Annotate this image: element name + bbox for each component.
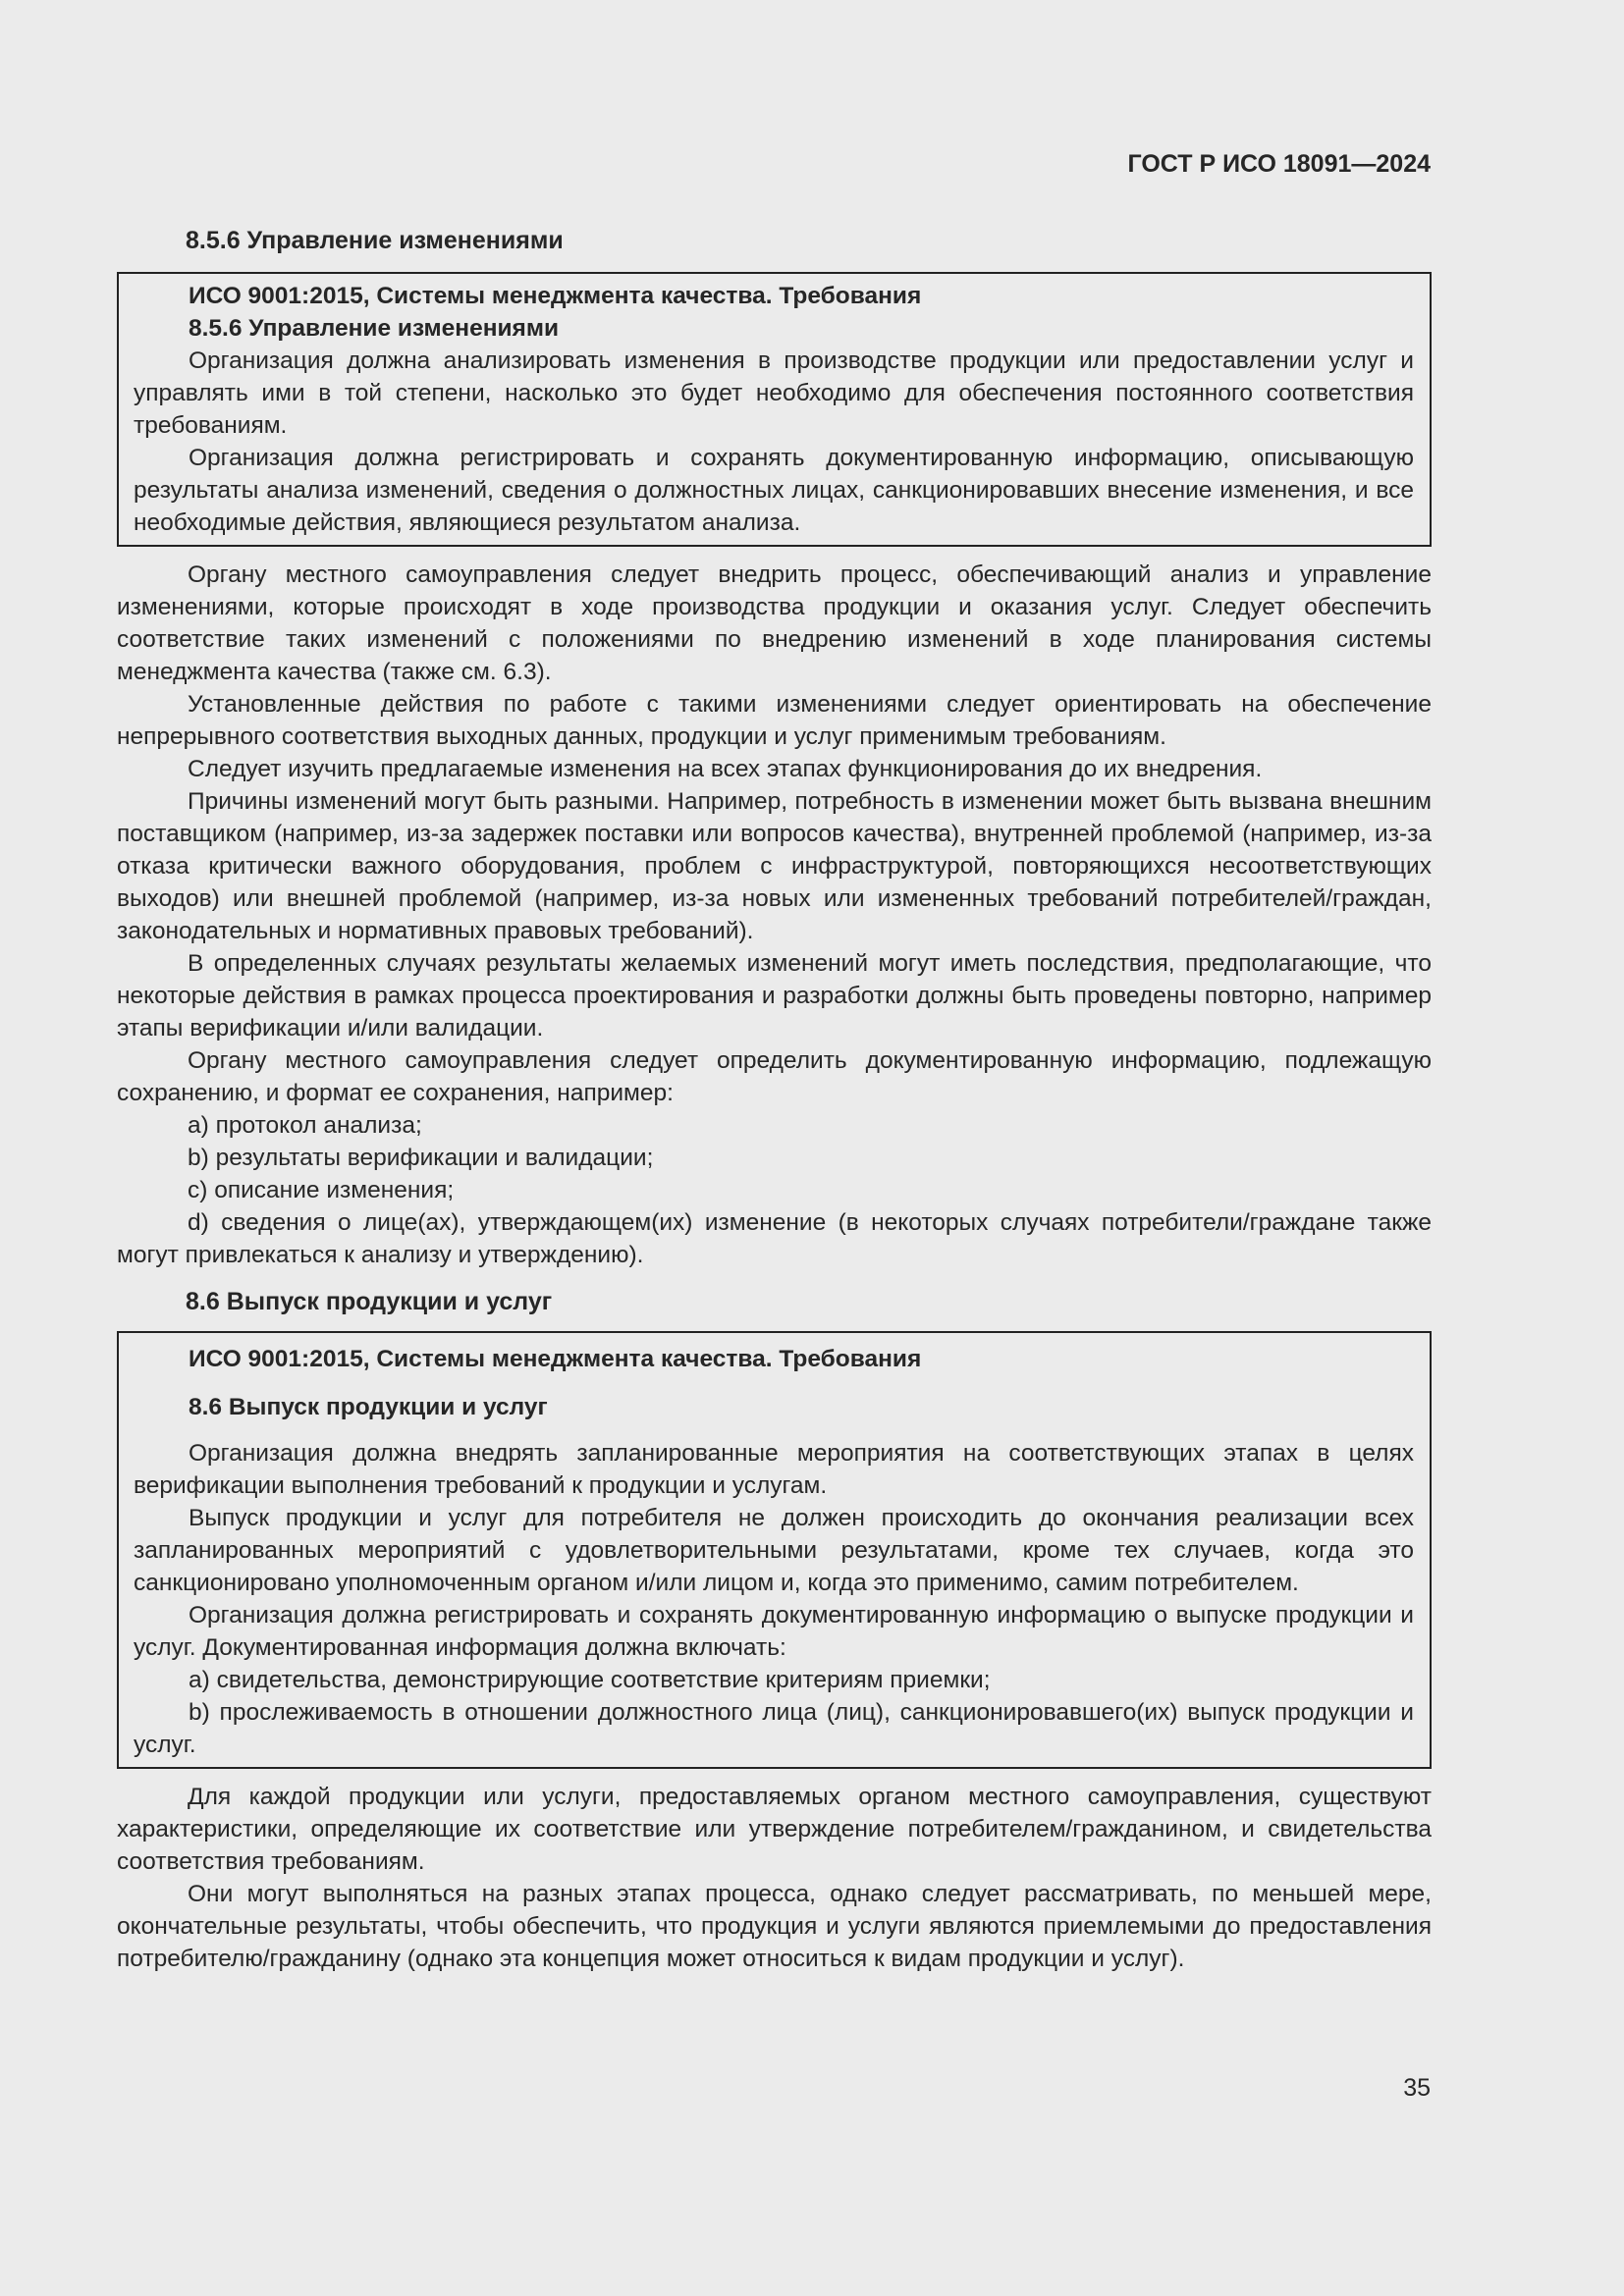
body-paragraph: Для каждой продукции или услуги, предоставляемых органом местного самоуправления, существуют характеристики, определяющие их соответствие или утверждение потребителем/гражданином, и свидетельства соответствия требованиям. [117, 1784, 1432, 1875]
body-paragraph: Следует изучить предлагаемые изменения на всех этапах функционирования до их внедрения. [188, 756, 1263, 782]
quote-box-subtitle: 8.6 Выпуск продукции и услуг [189, 1394, 548, 1420]
section-heading-8-6: 8.6 Выпуск продукции и услуг [186, 1288, 553, 1315]
body-paragraph: В определенных случаях результаты желаемых изменений могут иметь последствия, предполагающие, что некоторые действия в рамках процесса проектирования и разработки должны быть проведены повторно, например этапы верификации и/или валидации. [117, 950, 1432, 1041]
quote-box-subtitle: 8.5.6 Управление изменениями [189, 315, 560, 342]
section-body [117, 1781, 1432, 1975]
body-paragraph: Причины изменений могут быть разными. Например, потребность в изменении может быть вызвана внешним поставщиком (например, из-за задержек поставки или вопросов качества), внутренней проблемой (например, из-за отказа критически важного оборудования, проблем с инфраструктурой, повторяющихся несоответствующих выходов) или внешней проблемой (например, из-за новых или измененных требований потребителей/граждан, законодательных и нормативных правовых требований). [117, 788, 1432, 944]
list [117, 1109, 1432, 1271]
page-number: 35 [1403, 2074, 1431, 2102]
quote-box-iso9001-8-6 [117, 1331, 1432, 1769]
quote-box-iso9001-8-5-6 [117, 272, 1432, 547]
quote-paragraph: Организация должна регистрировать и сохранять документированную информацию, описывающую результаты анализа изменений, сведения о должностных лицах, санкционировавших внесение изменения, и все необходимые действия, являющиеся результатом анализа. [134, 445, 1414, 536]
body-paragraph: Установленные действия по работе с такими изменениями следует ориентировать на обеспечение непрерывного соответствия выходных данных, продукции и услуг применимым требованиям. [117, 691, 1432, 750]
quote-box-title: ИСО 9001:2015, Системы менеджмента качества. Требования [189, 283, 922, 309]
list-item: b) прослеживаемость в отношении должностного лица (лиц), санкционировавшего(их) выпуск продукции и услуг. [134, 1699, 1414, 1758]
list-item: a) свидетельства, демонстрирующие соответствие критериям приемки; [189, 1667, 991, 1693]
list-item: a) протокол анализа; [188, 1112, 422, 1139]
body-paragraph: Они могут выполняться на разных этапах процесса, однако следует рассматривать, по меньшей мере, окончательные результаты, чтобы обеспечить, что продукция и услуги являются приемлемыми до предоставления потребителю/гражданину (однако эта концепция может относиться к видам продукции и услуг). [117, 1881, 1432, 1972]
quote-paragraph: Выпуск продукции и услуг для потребителя не должен происходить до окончания реализации всех запланированных мероприятий с удовлетворительными результатами, кроме тех случаев, когда это санкционировано уполномоченным органом и/или лицом и, когда это применимо, самим потребителем. [134, 1505, 1414, 1596]
list-item: c) описание изменения; [188, 1177, 455, 1203]
quote-paragraph: Организация должна регистрировать и сохранять документированную информацию о выпуске продукции и услуг. Документированная информация должна включать: [134, 1602, 1414, 1661]
quote-box-title: ИСО 9001:2015, Системы менеджмента качества. Требования [189, 1346, 922, 1372]
section-body [117, 559, 1432, 1271]
section-heading-8-5-6: 8.5.6 Управление изменениями [186, 227, 564, 254]
body-paragraph: Органу местного самоуправления следует определить документированную информацию, подлежащую сохранению, и формат ее сохранения, например: [117, 1047, 1432, 1106]
page-content [117, 224, 1432, 1975]
quote-paragraph: Организация должна внедрять запланированные мероприятия на соответствующих этапах в целях верификации выполнения требований к продукции и услугам. [134, 1440, 1414, 1499]
list-item: b) результаты верификации и валидации; [188, 1145, 654, 1171]
list [134, 1664, 1414, 1761]
list-item: d) сведения о лице(ах), утверждающем(их) изменение (в некоторых случаях потребители/граждане также могут привлекаться к анализу и утверждению). [117, 1209, 1432, 1268]
quote-paragraph: Организация должна анализировать изменения в производстве продукции или предоставлении услуг и управлять ими в той степени, насколько это будет необходимо для обеспечения постоянного соответствия требованиям. [134, 347, 1414, 439]
body-paragraph: Органу местного самоуправления следует внедрить процесс, обеспечивающий анализ и управление изменениями, которые происходят в ходе производства продукции и оказания услуг. Следует обеспечить соответствие таких изменений с положениями по внедрению изменений в ходе планирования системы менеджмента качества (также см. 6.3). [117, 561, 1432, 685]
document-header: ГОСТ Р ИСО 18091—2024 [1127, 150, 1431, 178]
